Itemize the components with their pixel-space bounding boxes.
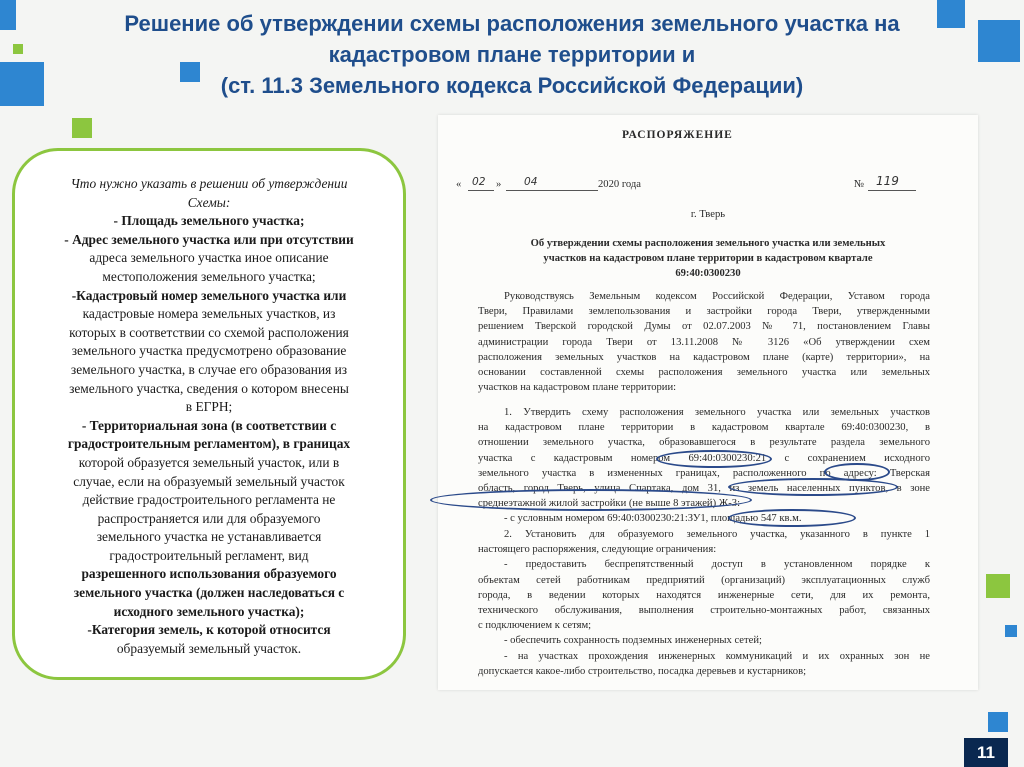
document-line: - с условным номером 69:40:0300230:21:ЗУ1, площадью 547 кв.м. (504, 513, 802, 525)
title-line: Решение об утверждении схемы расположения земельного участка на (124, 11, 900, 36)
document-line: - на участках прохождения инженерных коммуникаций и их охранных зон не (504, 650, 930, 662)
callout-line: местоположения земельного участка; (102, 268, 316, 284)
callout-line: которой образуется земельный участок, или в (78, 454, 340, 470)
document-subject-line: Об утверждении схемы расположения земельного участка или земельных (530, 238, 886, 249)
document-line: решением Тверской городской Думы от 02.07.2003 № 71, постановлением Главы (478, 321, 930, 333)
callout-line: Схемы: (187, 194, 231, 210)
document-line: отношении земельного участка, образовавшегося в результате раздела земельного (478, 437, 930, 449)
document-line: Твери, Правилами землепользования и застройки города Твери, утвержденными (478, 306, 930, 318)
callout-line: земельного участка не устанавливается (96, 529, 322, 545)
decor-square (988, 712, 1008, 732)
decor-square (0, 62, 44, 106)
document-heading: РАСПОРЯЖЕНИЕ (622, 129, 733, 141)
document-subject-line: участков на кадастровом плане территории в кадастровом квартале (543, 253, 873, 264)
document-line: с подключением к сетям; (478, 620, 592, 632)
document-subject-line: 69:40:0300230 (675, 268, 741, 279)
callout-line: земельного участка (должен наследоваться с (73, 585, 345, 601)
callout-line: адреса земельного участка иное описание (89, 250, 329, 266)
page-number-badge: 11 (964, 738, 1008, 767)
callout-line: градостроительным регламентом), в границах (67, 436, 351, 452)
callout-line: исходного земельного участка); (113, 603, 305, 619)
callout-line: случае, если на образуемый земельный участок (73, 473, 345, 489)
document-line: среднеэтажной жилой застройки (не выше 8 этажей) Ж-3: (478, 498, 741, 510)
document-line: настоящего распоряжения, следующие ограничения: (478, 544, 717, 556)
document-date-close: » (496, 179, 502, 190)
document-line: администрации города Твери от 13.11.2008 № 3126 «Об утверждении схем (478, 336, 930, 348)
decor-square (978, 20, 1020, 62)
document-line: участков на кадастровом плане территории: (478, 382, 677, 394)
document-item-2 (478, 527, 930, 679)
callout-line: - Адрес земельного участка или при отсутствии (64, 231, 354, 247)
slide-title (40, 8, 984, 101)
highlight-oval (728, 478, 898, 496)
document-line: участка с кадастровым номером 69:40:0300230:21 с сохранением исходного (478, 452, 930, 464)
date-underline (468, 190, 494, 191)
document-line: Руководствуясь Земельным кодексом Российской Федерации, Уставом города (504, 291, 930, 302)
document-line: земельного участка в измененных границах, расположенного по адресу: Тверская (478, 467, 930, 479)
document-date-open: « (456, 179, 462, 190)
title-line: кадастровом плане территории и (328, 42, 696, 67)
order-document-scan (438, 115, 978, 690)
callout-line: кадастровые номера земельных участков, из (82, 306, 336, 322)
document-line: 2. Установить для образуемого земельного участка, указанного в пункте 1 (504, 529, 930, 540)
document-line: основании составленной схемы расположения земельного участка или земельных (478, 367, 930, 379)
document-line: область, город Тверь, улица Спартака, дом 31, из земель населенных пунктов, в зоне (478, 483, 930, 495)
number-underline (868, 190, 916, 191)
callout-line: которых в соответствии со схемой расположения (69, 324, 349, 340)
document-line: расположения земельных участков на кадастровом плане (карте) территории», на (478, 351, 930, 363)
decor-square (72, 118, 92, 138)
document-date-month: 04 (524, 176, 538, 188)
highlight-oval (656, 450, 772, 468)
document-city: г. Тверь (690, 209, 726, 220)
document-line: - обеспечить сохранность подземных инженерных сетей; (504, 635, 762, 647)
callout-line: разрешенного использования образуемого (81, 566, 337, 582)
document-line: на кадастровом плане территории в кадастровом квартале 69:40:0300230, в (478, 422, 930, 434)
callout-line: Что нужно указать в решении об утверждении (70, 176, 348, 191)
callout-line: - Площадь земельного участка; (113, 213, 305, 229)
callout-line: градостроительный регламент, вид (109, 547, 309, 563)
document-line: объектам сетей работникам предприятий (организаций) эксплуатационных служб (478, 574, 930, 586)
callout-line: - Территориальная зона (в соответствии с (81, 417, 337, 433)
decor-square (986, 574, 1010, 598)
document-preamble (478, 289, 930, 395)
date-underline (506, 190, 598, 191)
callout-line: земельного участка, в случае его образования из (70, 361, 348, 377)
callout-line: земельного участка, сведения о котором внесены (69, 380, 349, 396)
document-line: технического обслуживания, выполнения строительно-монтажных работ, связанных (478, 605, 930, 617)
decor-square (13, 44, 23, 54)
requirements-callout (12, 148, 406, 680)
callout-line: действие градостроительного регламента не (82, 492, 336, 508)
highlight-oval (728, 509, 856, 527)
callout-line: образуемый земельный участок. (116, 640, 302, 656)
document-date-day: 02 (472, 176, 486, 188)
callout-line: в ЕГРН; (185, 399, 233, 415)
document-date-year: 2020 года (598, 179, 642, 190)
document-line: 1. Утвердить схему расположения земельного участка или земельных участков (504, 407, 930, 418)
document-line: города, в ведении которых находятся инженерные сети, для их ремонта, (478, 589, 930, 601)
callout-line: -Кадастровый номер земельного участка или (71, 287, 347, 303)
highlight-oval (430, 489, 752, 511)
decor-square (1005, 625, 1017, 637)
document-number: 119 (876, 174, 899, 188)
callout-line: распространяется или для образуемого (97, 510, 321, 526)
document-line: - предоставить беспрепятственный доступ в установленном порядке к (504, 559, 930, 571)
decor-square (0, 0, 16, 30)
title-line: (ст. 11.3 Земельного кодекса Российской Федерации) (220, 73, 804, 98)
document-line: допускается какое-либо строительство, посадка деревьев и кустарников; (478, 665, 807, 677)
callout-line: земельного участка предусмотрено образование (71, 343, 347, 359)
document-number-label: № (854, 179, 865, 190)
callout-line: -Категория земель, к которой относится (87, 622, 331, 638)
